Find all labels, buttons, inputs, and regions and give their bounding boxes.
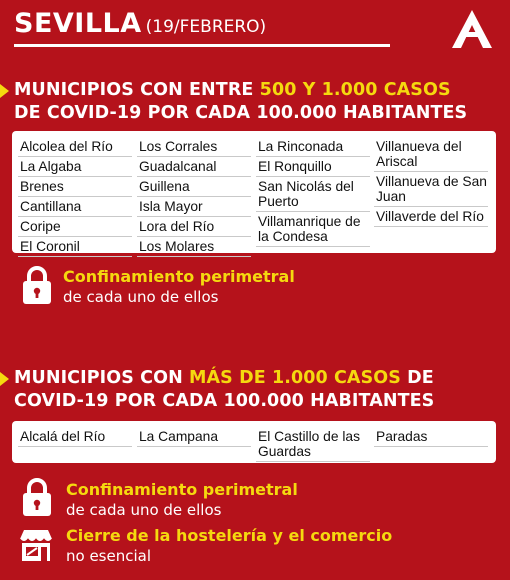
municipality-item: Villaverde del Río	[374, 207, 488, 227]
section1-column-1	[18, 137, 132, 257]
date-label: (19/FEBRERO)	[145, 17, 267, 37]
section1-measure-note	[63, 267, 295, 307]
municipality-item: Guadalcanal	[137, 157, 251, 177]
municipality-item: El Castillo de las Guardas	[256, 427, 370, 462]
municipality-item: El Coronil	[18, 237, 132, 257]
lock-icon	[22, 265, 52, 305]
measure-subtitle: de cada uno de ellos	[66, 501, 222, 519]
municipality-item: San Nicolás del Puerto	[256, 177, 370, 212]
municipality-item: Alcalá del Río	[18, 427, 132, 447]
measure-title: Confinamiento perimetral	[63, 267, 295, 286]
region-title: SEVILLA	[14, 8, 142, 39]
municipality-item: Villanueva de San Juan	[374, 172, 488, 207]
section2-column-2	[137, 427, 251, 447]
municipality-item: Isla Mayor	[137, 197, 251, 217]
measure-subtitle: de cada uno de ellos	[63, 288, 219, 306]
section1-column-4	[374, 137, 488, 227]
section2-column-3	[256, 427, 370, 462]
section2-municipality-table	[12, 421, 496, 463]
section2-column-4	[374, 427, 488, 447]
municipality-item: Paradas	[374, 427, 488, 447]
section2-column-1	[18, 427, 132, 447]
municipality-item: La Campana	[137, 427, 251, 447]
junta-andalucia-logo-icon	[450, 8, 494, 50]
section2-title: MUNICIPIOS CON MÁS DE 1.000 CASOS DE COVID-19 POR CADA 100.000 HABITANTES	[14, 368, 435, 411]
section1-column-3	[256, 137, 370, 247]
lock-icon	[22, 477, 52, 517]
municipality-item: Coripe	[18, 217, 132, 237]
section1-column-2	[137, 137, 251, 257]
section2-arrow-icon	[0, 372, 9, 386]
measure-title: Cierre de la hostelería y el comercio	[66, 526, 393, 545]
municipality-item: Brenes	[18, 177, 132, 197]
section1-municipality-table	[12, 131, 496, 253]
municipality-item: La Rinconada	[256, 137, 370, 157]
section2-measure-note-2	[66, 526, 392, 566]
measure-subtitle: no esencial	[66, 547, 152, 565]
header	[14, 8, 494, 46]
municipality-item: La Algaba	[18, 157, 132, 177]
municipality-item: Los Corrales	[137, 137, 251, 157]
municipality-item: Los Molares	[137, 237, 251, 257]
header-divider	[14, 44, 390, 47]
municipality-item: Lora del Río	[137, 217, 251, 237]
municipality-item: El Ronquillo	[256, 157, 370, 177]
measure-title: Confinamiento perimetral	[66, 480, 298, 499]
municipality-item: Alcolea del Río	[18, 137, 132, 157]
municipality-item: Guillena	[137, 177, 251, 197]
municipality-item: Cantillana	[18, 197, 132, 217]
section1-arrow-icon	[0, 84, 9, 98]
municipality-item: Villamanrique de la Condesa	[256, 212, 370, 247]
municipality-item: Villanueva del Ariscal	[374, 137, 488, 172]
section1-title: MUNICIPIOS CON ENTRE 500 Y 1.000 CASOS DE COVID-19 POR CADA 100.000 HABITANTES	[14, 80, 468, 123]
shop-icon	[18, 528, 54, 562]
section2-measure-note-1	[66, 480, 298, 520]
